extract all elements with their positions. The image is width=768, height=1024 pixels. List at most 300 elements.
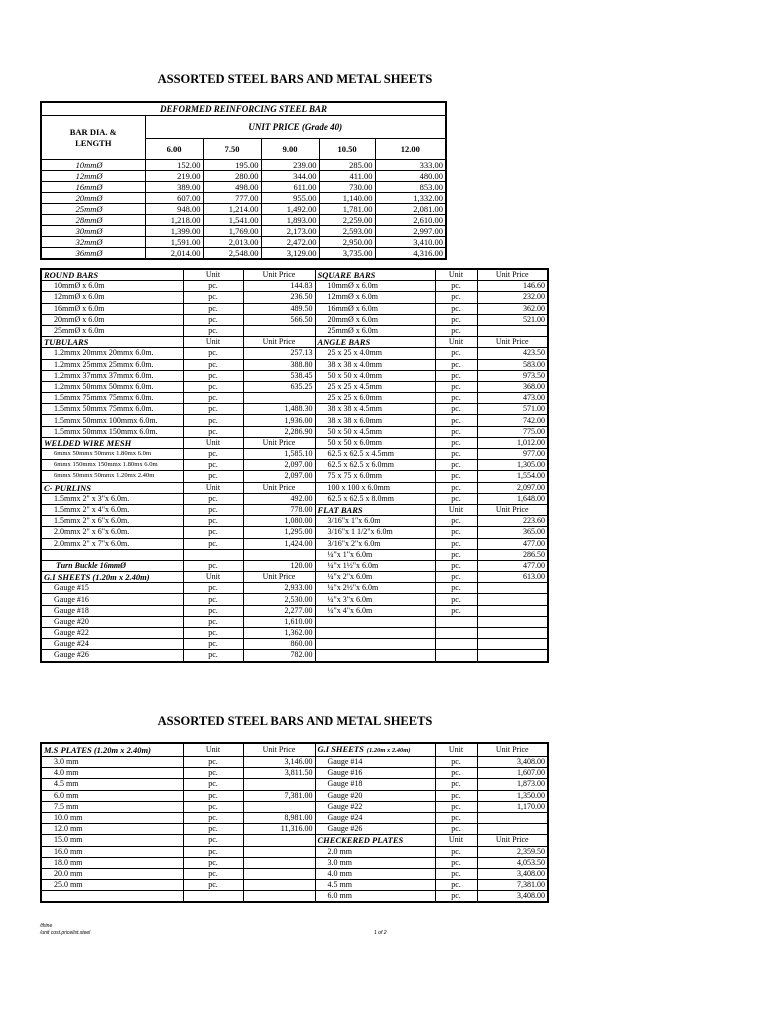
unit-price-cell [243,868,315,879]
item-description: ¼"x 2"x 6.0m [315,572,435,583]
unit-price-cell: 1,873.00 [477,779,548,790]
unit-price-cell [477,605,548,616]
item-description: Gauge #24 [41,639,183,650]
bar-diameter: 10mmØ [41,160,145,171]
item-description: 20mmØ x 6.0m [315,314,435,325]
item-description [41,891,183,903]
section-heading: FLAT BARS [317,505,363,516]
unit-price-cell: 583.00 [477,359,548,370]
unit-cell: pc. [435,516,477,527]
item-description: 38 x 38 x 4.5mm [315,404,435,415]
item-description: 7.5 mm [41,801,183,812]
unit-cell: pc. [183,393,243,404]
unit-price-cell: 1,295.00 [243,527,315,538]
unit-cell: pc. [435,572,477,583]
unit-price-cell [243,779,315,790]
item-description: 12mmØ x 6.0m [315,292,435,303]
unit-cell: Unit [183,337,243,348]
unit-price-cell: 571.00 [477,404,548,415]
unit-price-cell: 853.00 [375,182,446,193]
section-heading: SQUARE BARS [317,270,376,281]
footer-left-1: /thine [40,923,53,929]
unit-price-cell: 1,424.00 [243,538,315,549]
item-description: 3/16"x 1 1/2"x 6.0m [315,527,435,538]
item-description: 25 x 25 x 4.0mm [315,348,435,359]
unit-price-cell: 236.50 [243,292,315,303]
table-row [41,370,548,381]
item-description: 62.5 x 62.5 x 8.0mm [315,493,435,504]
unit-cell: Unit [183,572,243,583]
unit-price-cell: 2,173.00 [261,226,319,237]
item-description: 38 x 38 x 4.0mm [315,359,435,370]
item-description: 1.5mmx 50mmx 100mmx 6.0m. [41,415,183,426]
unit-price-cell: 742.00 [477,415,548,426]
length-header: 6.00 [145,139,203,160]
unit-price-cell: 388.80 [243,359,315,370]
item-description: 4.0 mm [315,868,435,879]
unit-price-cell: 1,488.30 [243,404,315,415]
unit-price-cell: 3,408.00 [477,757,548,768]
item-description: 25mmØ x 6.0m [41,325,183,336]
item-description: C- PURLINS [41,482,183,493]
price-table-2 [40,742,549,903]
unit-price-cell: 2,548.00 [203,248,261,260]
unit-price-cell: 480.00 [375,171,446,182]
bar-dia-header [41,116,145,160]
unit-price-cell: 1,012.00 [477,437,548,448]
table-row [41,801,548,812]
unit-price-cell: Unit Price [243,437,315,448]
table-row [41,325,548,336]
unit-cell: pc. [183,504,243,515]
unit-cell: pc. [183,460,243,471]
item-description: Gauge #16 [41,594,183,605]
item-description: 3.0 mm [41,757,183,768]
unit-price-cell: Unit Price [477,504,548,515]
unit-cell: pc. [435,471,477,482]
unit-price-cell: 2,097.00 [243,460,315,471]
table-row [41,538,548,549]
unit-price-cell: 8,981.00 [243,812,315,823]
table-row [41,204,446,215]
unit-cell: pc. [435,768,477,779]
item-description: 1.2mmx 37mmx 37mmx 6.0m. [41,370,183,381]
unit-price-cell: 1,305.00 [477,460,548,471]
item-description: 10.0 mm [41,812,183,823]
item-description [315,743,435,757]
unit-price-cell: 223.60 [477,516,548,527]
item-description [315,628,435,639]
section-heading: G.I SHEETS [317,744,364,754]
unit-cell: Unit [435,743,477,757]
table-row [41,404,548,415]
unit-price-cell: 195.00 [203,160,261,171]
item-description: Gauge #15 [41,583,183,594]
unit-price-cell: 2,286.90 [243,426,315,437]
unit-cell: pc. [183,516,243,527]
unit-cell: pc. [435,460,477,471]
unit-cell: pc. [183,616,243,627]
unit-cell [435,628,477,639]
item-description: Gauge #22 [315,801,435,812]
unit-price-grade-header: UNIT PRICE (Grade 40) [248,122,343,132]
unit-price-cell: 977.00 [477,449,548,460]
unit-price-cell: 1,332.00 [375,193,446,204]
unit-price-cell: 607.00 [145,193,203,204]
unit-cell: pc. [183,404,243,415]
unit-price-cell: 3,129.00 [261,248,319,260]
table-row [41,471,548,482]
unit-price-cell: 2,472.00 [261,237,319,248]
item-description: 25mmØ x 6.0m [315,325,435,336]
unit-price-cell: Unit Price [477,269,548,281]
unit-price-cell: 1,591.00 [145,237,203,248]
unit-cell: pc. [435,812,477,823]
table-row [41,449,548,460]
unit-cell: pc. [183,370,243,381]
unit-cell: pc. [435,281,477,292]
unit-price-cell: 3,735.00 [319,248,375,260]
unit-price-cell: 11,316.00 [243,824,315,835]
unit-cell: Unit [183,437,243,448]
price-table-1 [40,268,549,663]
unit-cell: pc. [183,359,243,370]
item-description: 3.0 mm [315,857,435,868]
unit-price-cell: 3,146.00 [243,757,315,768]
unit-cell: pc. [183,824,243,835]
table-row [41,182,446,193]
unit-cell: pc. [183,594,243,605]
unit-price-cell: 389.00 [145,182,203,193]
unit-price-cell: 2,997.00 [375,226,446,237]
table-row [41,768,548,779]
unit-cell: pc. [435,415,477,426]
unit-price-cell: 521.00 [477,314,548,325]
unit-cell: pc. [435,393,477,404]
item-description: 4.0 mm [41,768,183,779]
bar-diameter: 16mmØ [41,182,145,193]
item-description: 3/16"x 2"x 6.0m [315,538,435,549]
unit-price-cell [243,835,315,846]
unit-price-cell: 1,610.00 [243,616,315,627]
unit-cell: pc. [435,381,477,392]
unit-cell: pc. [183,381,243,392]
item-description: 6.0 mm [41,790,183,801]
table-row [41,868,548,879]
item-description: 50 x 50 x 4.5mm [315,426,435,437]
table-row [41,628,548,639]
unit-cell: pc. [183,857,243,868]
unit-price-cell: 489.50 [243,303,315,314]
unit-cell: pc. [435,314,477,325]
unit-price-cell: 2,097.00 [243,471,315,482]
unit-cell: pc. [183,779,243,790]
unit-price-cell: 286.50 [477,549,548,560]
unit-price-cell: 3,408.00 [477,868,548,879]
item-description: 1.2mmx 20mmx 20mmx 6.0m. [41,348,183,359]
unit-price-cell: 1,781.00 [319,204,375,215]
item-description: 6mmx 150mmx 150mmx 1.80mx 6.0m [41,460,183,471]
unit-price-cell: 1,350.00 [477,790,548,801]
unit-cell: pc. [435,426,477,437]
unit-price-cell: 613.00 [477,572,548,583]
unit-price-cell: 477.00 [477,560,548,571]
unit-price-cell: 1,936.00 [243,415,315,426]
unit-cell [435,650,477,662]
item-description: 15.0 mm [41,835,183,846]
unit-cell: pc. [183,790,243,801]
item-description: 3/16"x 1"x 6.0m [315,516,435,527]
table-row [41,269,548,281]
unit-price-cell: 1,492.00 [261,204,319,215]
table-row [41,572,548,583]
unit-price-cell [243,325,315,336]
length-header: 7.50 [203,139,261,160]
unit-price-cell: 239.00 [261,160,319,171]
unit-cell: pc. [183,493,243,504]
table-row [41,426,548,437]
unit-price-cell: 1,170.00 [477,801,548,812]
item-description: ¼"x 3"x 6.0m [315,594,435,605]
unit-price-cell: 778.00 [243,504,315,515]
page-title-2: ASSORTED STEEL BARS AND METAL SHEETS [157,714,433,728]
item-description: Gauge #14 [315,757,435,768]
unit-price-cell: 232.00 [477,292,548,303]
unit-price-cell: 362.00 [477,303,548,314]
table-row [41,824,548,835]
unit-price-cell [243,549,315,560]
item-description: 18.0 mm [41,857,183,868]
item-description [41,549,183,560]
unit-price-cell: 498.00 [203,182,261,193]
unit-price-cell: 3,811.50 [243,768,315,779]
unit-cell: pc. [435,482,477,493]
unit-price-cell: 2,081.00 [375,204,446,215]
unit-price-cell [243,393,315,404]
item-description: Gauge #18 [41,605,183,616]
item-description: 6mmx 50mmx 50mmx 1.20mx 2.40m [41,471,183,482]
unit-price-cell: 1,362.00 [243,628,315,639]
item-description: Gauge #24 [315,812,435,823]
unit-cell: pc. [435,370,477,381]
unit-cell: pc. [435,527,477,538]
unit-cell: pc. [435,757,477,768]
unit-cell: pc. [183,880,243,891]
unit-cell: pc. [435,868,477,879]
unit-price-cell: 775.00 [477,426,548,437]
unit-cell: pc. [435,348,477,359]
unit-cell: pc. [435,404,477,415]
unit-cell: pc. [435,538,477,549]
unit-price-cell: 473.00 [477,393,548,404]
table-row [41,393,548,404]
item-description: 1.5mmx 50mmx 75mmx 6.0m. [41,404,183,415]
unit-price-cell: Unit Price [477,337,548,348]
table-row [41,527,548,538]
item-description: 75 x 75 x 6.0mm [315,471,435,482]
footer-left-2: /unit cost.pricelist.steel [40,930,91,936]
unit-price-cell: 285.00 [319,160,375,171]
item-description: 4.5 mm [41,779,183,790]
table-row [41,215,446,226]
item-description: 20.0 mm [41,868,183,879]
unit-price-cell: 477.00 [477,538,548,549]
unit-price-cell [477,325,548,336]
unit-cell: pc. [183,348,243,359]
unit-price-cell: 1,607.00 [477,768,548,779]
unit-price-cell: 280.00 [203,171,261,182]
unit-price-cell: 411.00 [319,171,375,182]
table-row [41,549,548,560]
unit-price-cell [243,880,315,891]
bar-diameter: 12mmØ [41,171,145,182]
table-row [41,639,548,650]
unit-cell: pc. [435,846,477,857]
item-description: 50 x 50 x 4.0mm [315,370,435,381]
unit-price-cell [477,594,548,605]
unit-cell: pc. [183,768,243,779]
unit-cell: pc. [183,314,243,325]
table-row [41,303,548,314]
unit-price-cell [477,650,548,662]
unit-price-cell [477,824,548,835]
item-description: 38 x 38 x 6.0mm [315,415,435,426]
unit-price-cell: Unit Price [477,743,548,757]
item-description [315,616,435,627]
table-row [41,812,548,823]
item-description: WELDED WIRE MESH [41,437,183,448]
unit-price-cell: 7,381.00 [243,790,315,801]
unit-price-cell: Unit Price [243,482,315,493]
footer-page-number: 1 of 2 [374,930,387,936]
unit-price-cell: 2,933.00 [243,583,315,594]
unit-price-cell: 2,013.00 [203,237,261,248]
unit-price-cell [243,801,315,812]
item-description: 20mmØ x 6.0m [41,314,183,325]
item-description: 10mmØ x 6.0m [315,281,435,292]
table-row [41,594,548,605]
item-description: 2.0 mm [315,846,435,857]
unit-cell: pc. [435,801,477,812]
table-row [41,337,548,348]
unit-price-cell: Unit Price [243,743,315,757]
unit-cell: pc. [435,449,477,460]
table-row [41,560,548,571]
table-row [41,891,548,903]
unit-cell: pc. [435,549,477,560]
unit-cell: pc. [183,560,243,571]
unit-price-cell [477,812,548,823]
unit-price-cell: 566.50 [243,314,315,325]
unit-price-cell: 1,214.00 [203,204,261,215]
unit-cell [435,639,477,650]
unit-price-cell: 7,381.00 [477,880,548,891]
unit-cell: pc. [435,437,477,448]
table-row [41,437,548,448]
unit-price-cell: 973.50 [477,370,548,381]
unit-price-cell: Unit Price [477,835,548,846]
item-description: 6.0 mm [315,891,435,903]
table-row [41,281,548,292]
item-description: 16.0 mm [41,846,183,857]
unit-cell: pc. [435,880,477,891]
item-description: Gauge #26 [41,650,183,662]
item-description: 1.2mmx 25mmx 25mmx 6.0m. [41,359,183,370]
table-row [41,381,548,392]
unit-price-cell: 782.00 [243,650,315,662]
table-row [41,835,548,846]
item-description: 2.0mmx 2" x 7"x 6.0m. [41,538,183,549]
unit-cell: pc. [183,471,243,482]
item-description: 1.5mmx 2" x 3"x 6.0m. [41,493,183,504]
unit-price-cell: 1,218.00 [145,215,203,226]
unit-cell: pc. [183,426,243,437]
unit-price-cell: 730.00 [319,182,375,193]
item-description: 62.5 x 62.5 x 4.5mm [315,449,435,460]
item-description: 100 x 100 x 6.0mm [315,482,435,493]
bar-dia-label: BAR DIA. & [69,126,117,137]
table-row [41,516,548,527]
unit-cell: pc. [183,325,243,336]
item-description: 12.0 mm [41,824,183,835]
item-description: 1.5mmx 75mmx 75mmx 6.0m. [41,393,183,404]
unit-cell: pc. [183,527,243,538]
unit-price-cell: 1,893.00 [261,215,319,226]
table-row [41,616,548,627]
table-row [41,460,548,471]
item-description: 50 x 50 x 6.0mm [315,437,435,448]
page-title: ASSORTED STEEL BARS AND METAL SHEETS [157,72,433,86]
rebar-heading: DEFORMED REINFORCING STEEL BAR [41,102,446,116]
unit-price-cell: 2,530.00 [243,594,315,605]
section-heading: CHECKERED PLATES [317,835,404,846]
bar-diameter: 32mmØ [41,237,145,248]
length-header: 10.50 [319,139,375,160]
unit-cell: Unit [183,482,243,493]
unit-price-cell: 1,541.00 [203,215,261,226]
table-row [41,237,446,248]
table-row [41,857,548,868]
unit-price-cell [243,857,315,868]
bar-diameter: 30mmØ [41,226,145,237]
item-description: 25 x 25 x 6.0mm [315,393,435,404]
item-description: 1.5mmx 2" x 4"x 6.0m. [41,504,183,515]
unit-cell: pc. [435,493,477,504]
unit-price-cell: 2,014.00 [145,248,203,260]
item-description: 4.5 mm [315,880,435,891]
item-description: TUBULARS [41,337,183,348]
unit-price-cell: Unit Price [243,337,315,348]
unit-cell: pc. [183,415,243,426]
unit-price-cell: 333.00 [375,160,446,171]
section-subheading: (1.20m x 2.40m) [366,747,411,754]
table-row [41,743,548,757]
unit-price-cell: 1,140.00 [319,193,375,204]
unit-price-cell: 120.00 [243,560,315,571]
unit-cell: pc. [183,846,243,857]
item-description: 16mmØ x 6.0m [315,303,435,314]
item-description: 16mmØ x 6.0m [41,303,183,314]
unit-price-cell: 2,359.50 [477,846,548,857]
unit-price-cell: 3,408.00 [477,891,548,903]
table-row [41,779,548,790]
unit-cell: pc. [435,857,477,868]
unit-price-cell: 538.45 [243,370,315,381]
length-header: 9.00 [261,139,319,160]
unit-price-cell: 1,769.00 [203,226,261,237]
unit-cell [183,549,243,560]
unit-cell: pc. [183,868,243,879]
